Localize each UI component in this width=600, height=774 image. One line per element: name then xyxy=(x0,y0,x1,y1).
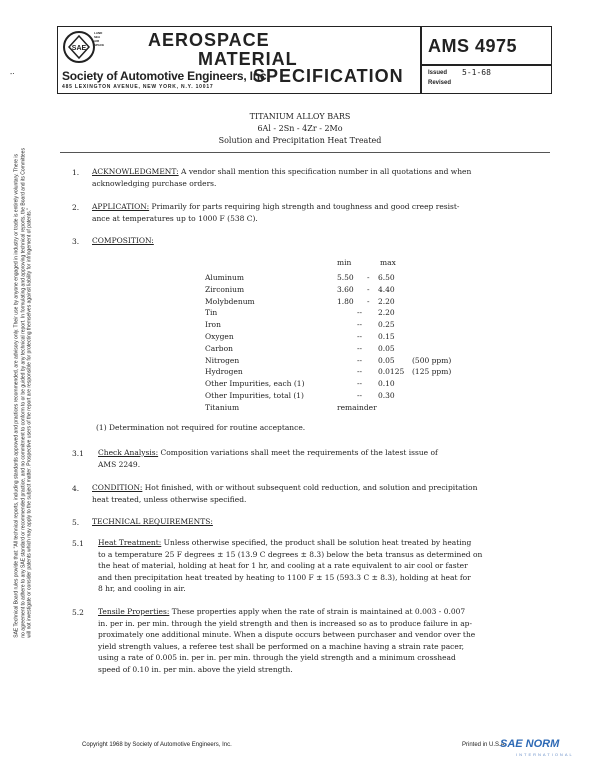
section-5-2-line4: yield strength values, a referee test shall be performed on a machine having a strain rate pacer, xyxy=(98,641,464,651)
section-1-line2: acknowledging purchase orders. xyxy=(92,178,217,188)
comp-separator: - xyxy=(367,296,370,306)
comp-note: (500 ppm) xyxy=(412,355,452,365)
header-divider-horizontal xyxy=(421,64,551,66)
spec-number: AMS 4975 xyxy=(428,36,518,56)
copyright: Copyright 1968 by Society of Automotive Engineers, Inc. xyxy=(82,742,232,748)
logo-text-land: LAND xyxy=(94,31,103,35)
section-5-1-line3: the heat of material, holding at heat for 1 hr, and cooling at a rate equivalent to air cool or faster xyxy=(98,561,468,570)
comp-element: Molybdenum xyxy=(205,296,255,306)
comp-min: -- xyxy=(357,332,363,341)
comp-max: 2.20 xyxy=(378,296,395,306)
comp-element: Titanium xyxy=(205,402,240,412)
comp-min: -- xyxy=(357,320,363,330)
comp-element: Nitrogen xyxy=(205,355,240,365)
comp-element: Hydrogen xyxy=(205,367,243,377)
doc-title-line3: Solution and Precipitation Heat Treated xyxy=(218,136,382,145)
comp-element: Aluminum xyxy=(205,273,244,282)
section-5-2-line1: These properties apply when the rate of strain is maintained at 0.003 - 0.007 xyxy=(171,607,466,616)
comp-max: 0.15 xyxy=(378,332,395,341)
comp-min: -- xyxy=(357,343,363,353)
section-4-line2: heat treated, unless otherwise specified. xyxy=(92,494,247,504)
header-divider xyxy=(420,26,422,94)
section-5-2-number: 5.2 xyxy=(72,608,84,617)
comp-max: 0.05 xyxy=(378,355,395,365)
doc-title-line2: 6Al - 2Sn - 4Zr - 2Mo xyxy=(257,124,343,133)
comp-separator: - xyxy=(367,273,370,282)
comp-min: -- xyxy=(357,379,363,389)
section-2-heading: APPLICATION: xyxy=(92,202,150,211)
section-3-1-line1: Composition variations shall meet the requirements of the latest issue of xyxy=(160,448,438,457)
section-5-1-line5: 8 hr, and cooling in air. xyxy=(98,584,186,593)
comp-element: Carbon xyxy=(205,343,233,353)
section-5-2-text xyxy=(98,606,554,675)
comp-element: Zirconium xyxy=(205,284,245,294)
section-2-line2: ance at temperatures up to 1000 F (538 C). xyxy=(92,213,258,223)
section-1-line1: A vendor shall mention this specification number in all quotations and when xyxy=(181,167,472,176)
comp-max: 0.25 xyxy=(378,320,395,330)
logo-text-space: SPACE xyxy=(94,43,105,47)
margin-mark: -· xyxy=(10,70,15,78)
section-5-1-number: 5.1 xyxy=(72,539,84,548)
comp-min: 1.80 xyxy=(337,296,354,306)
section-5-heading: TECHNICAL REQUIREMENTS: xyxy=(92,517,213,526)
comp-element: Oxygen xyxy=(205,332,234,341)
printed-in: Printed in U.S.A. xyxy=(462,742,507,748)
watermark-sub: INTERNATIONAL xyxy=(516,752,574,757)
revised-label: Revised xyxy=(428,80,452,86)
comp-element: Iron xyxy=(205,320,221,330)
section-3-1-heading: Check Analysis: xyxy=(98,448,159,457)
doc-title-line1: TITANIUM ALLOY BARS xyxy=(249,112,351,121)
comp-min: remainder xyxy=(337,402,377,412)
sae-logo xyxy=(63,31,95,63)
comp-max: 4.40 xyxy=(378,284,395,294)
comp-max: 0.0125 xyxy=(378,367,405,377)
logo-text-air: AIR xyxy=(94,39,100,43)
section-3-1-number: 3.1 xyxy=(72,449,84,458)
logo-monogram: SAE xyxy=(71,45,87,52)
comp-max: 0.10 xyxy=(378,379,395,389)
title-specification: SPECIFICATION xyxy=(253,66,404,86)
comp-element: Tin xyxy=(205,308,218,318)
comp-element: Other Impurities, total (1) xyxy=(205,391,304,400)
section-5-1-heading: Heat Treatment: xyxy=(98,538,162,547)
comp-header-max: max xyxy=(380,258,396,267)
logo-text-sea: SEA xyxy=(94,35,101,39)
comp-max: 2.20 xyxy=(378,308,395,318)
comp-min: 5.50 xyxy=(337,273,354,282)
section-5-1-text xyxy=(98,537,554,595)
sae-advisory-note: SAE Technical Board rules provide that: "All technical reports, including standards approved and practices recommended, are advisory only. Their use by anyone engaged in industry or trade is entirely voluntary. There is no agreement to adhere to any SAE standard or recommended practice, and no commitment to conform to or be guided by any technical report. In formulating and approving technical reports, the Board and its Committees will not investigate or consider patents which may apply to the subject matter. Prospective users of the report are responsible for protecting themselves against liability for infringement of patents." xyxy=(13,148,33,638)
society-address: 485 LEXINGTON AVENUE, NEW YORK, N.Y. 10017 xyxy=(62,84,214,90)
section-1-heading: ACKNOWLEDGMENT: xyxy=(92,167,179,176)
comp-element: Other Impurities, each (1) xyxy=(205,379,305,389)
issued-label: Issued xyxy=(428,70,448,76)
comp-header-min: min xyxy=(337,258,352,267)
comp-max: 6.50 xyxy=(378,273,395,282)
logo-text-box xyxy=(94,31,108,61)
section-5-2-line2: in. per in. per min. through the yield strength and then is increased so as to produce failure in ap- xyxy=(98,618,473,628)
section-5-1-line4: and then precipitation heat treated by heating to 1100 F ± 15 (593.3 C ± 8.3), holding at heat for xyxy=(98,572,471,582)
section-2-text xyxy=(92,201,552,224)
comp-separator: - xyxy=(367,284,370,294)
section-3-heading: COMPOSITION: xyxy=(92,236,154,245)
comp-note: (125 ppm) xyxy=(412,367,452,377)
section-2-line1: Primarily for parts requiring high strength and toughness and good creep resist- xyxy=(151,202,460,211)
watermark: SAE NORM xyxy=(500,738,560,750)
section-5-1-line2: to a temperature 25 F degrees ± 15 (13.9 C degrees ± 8.3) below the beta transus as determined on xyxy=(98,549,483,559)
section-1-number: 1. xyxy=(72,168,80,177)
comp-max: 0.30 xyxy=(378,391,395,400)
comp-min: 3.60 xyxy=(337,284,354,294)
section-5-number: 5. xyxy=(72,518,80,527)
comp-min: -- xyxy=(357,391,363,400)
section-3-1-text xyxy=(98,447,552,470)
section-2-number: 2. xyxy=(72,203,80,212)
comp-max: 0.05 xyxy=(378,343,395,353)
section-5-2-heading: Tensile Properties: xyxy=(98,607,170,616)
comp-min: -- xyxy=(357,355,363,365)
section-5-2-line3: proximately one additional minute. When a dispute occurs between purchaser and vendor over the xyxy=(98,630,476,639)
issued-value: 5-1-68 xyxy=(462,68,491,77)
composition-footnote: (1) Determination not required for routine acceptance. xyxy=(96,423,306,432)
section-1-text xyxy=(92,166,552,189)
sae-logo-icon xyxy=(65,33,93,61)
title-divider xyxy=(60,152,550,153)
section-3-number: 3. xyxy=(72,237,80,246)
section-4-line1: Hot finished, with or without subsequent cold reduction, and solution and precipitation xyxy=(144,483,478,492)
section-5-2-line6: speed of 0.10 in. per min. above the yield strength. xyxy=(98,664,293,674)
section-4-heading: CONDITION: xyxy=(92,483,143,492)
comp-min: -- xyxy=(357,367,363,377)
comp-min: -- xyxy=(357,308,363,318)
society-name: Society of Automotive Engineers, Inc. xyxy=(62,69,270,83)
title-aerospace: AEROSPACE xyxy=(148,30,270,50)
section-4-text xyxy=(92,482,552,505)
section-5-1-line1: Unless otherwise specified, the product shall be solution heat treated by heating xyxy=(163,538,472,547)
section-5-2-line5: using a rate of 0.005 in. per in. per min. through the yield strength and a minimum crosshead xyxy=(98,653,456,662)
section-3-1-line2: AMS 2249. xyxy=(98,459,141,469)
title-material: MATERIAL xyxy=(198,49,298,69)
section-4-number: 4. xyxy=(72,484,80,493)
